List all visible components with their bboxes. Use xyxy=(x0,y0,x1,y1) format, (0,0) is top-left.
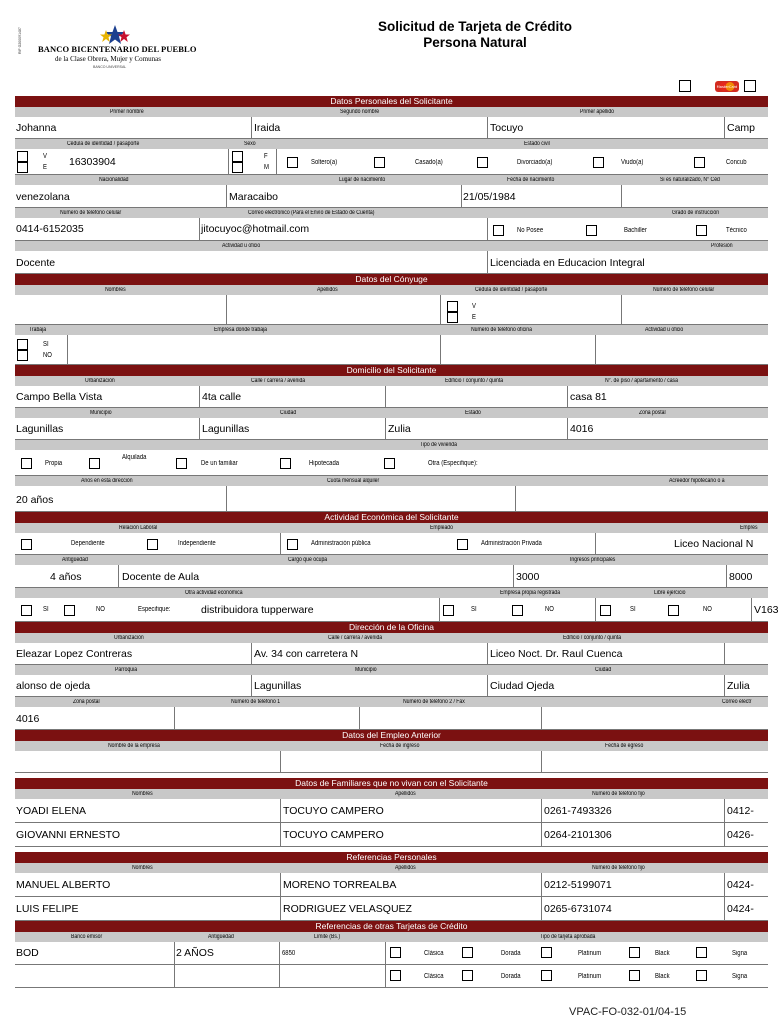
concubino-checkbox[interactable] xyxy=(694,157,705,168)
tarjeta-2-platinum-checkbox[interactable] xyxy=(541,970,552,981)
label-fecha-nac: Fecha de nacimiento xyxy=(507,177,555,183)
name-row xyxy=(15,117,768,139)
oficina-municipio-value[interactable]: Lagunillas xyxy=(254,680,302,692)
oficina-urbanizacion-value[interactable]: Eleazar Lopez Contreras xyxy=(16,648,133,660)
stars-logo-icon xyxy=(98,24,132,46)
divorciado-checkbox[interactable] xyxy=(477,157,488,168)
casado-checkbox[interactable] xyxy=(374,157,385,168)
oficina-calle-value[interactable]: Av. 34 con carretera N xyxy=(254,648,359,660)
oficina-edificio-value[interactable]: Liceo Noct. Dr. Raul Cuenca xyxy=(490,648,623,660)
trabaja-no-checkbox[interactable] xyxy=(17,350,28,361)
bank-tagline: de la Clase Obrera, Mujer y Comunas xyxy=(55,55,161,63)
familiar-row-1 xyxy=(15,799,768,823)
familiar-2-nombres[interactable]: GIOVANNI ERNESTO xyxy=(16,829,121,841)
libre-si-checkbox[interactable] xyxy=(600,605,611,616)
conyuge-row: V E xyxy=(15,295,768,325)
anos-value[interactable]: 20 años xyxy=(16,494,54,506)
tarjeta-2-signature-checkbox[interactable] xyxy=(696,970,707,981)
referencia-2-apellidos[interactable]: RODRIGUEZ VELASQUEZ xyxy=(283,903,412,915)
mastercard-text: MasterCard xyxy=(716,85,738,89)
domicilio-row xyxy=(15,386,768,408)
empleo-anterior-row xyxy=(15,751,768,773)
tarjeta-1-banco[interactable]: BOD xyxy=(16,947,39,959)
otra-si-checkbox[interactable] xyxy=(21,605,32,616)
soltero-checkbox[interactable] xyxy=(287,157,298,168)
libre-no-checkbox[interactable] xyxy=(668,605,679,616)
label-grado: Grado de instrucción xyxy=(672,210,720,216)
tarjeta-1-clasica-checkbox[interactable] xyxy=(390,947,401,958)
label-correo: Correo electrónico (Para el Envío de Estado de Cuenta) xyxy=(248,210,375,216)
bank-logo xyxy=(18,24,218,74)
tarjeta-row-1: BOD 2 AÑOS 6850 Clásica Dorada Platinum Black Signa xyxy=(15,942,768,965)
otra-actividad-value[interactable]: distribuidora tupperware xyxy=(201,604,314,616)
card-type-checkbox-2[interactable] xyxy=(744,80,756,92)
libre-value[interactable]: V163 xyxy=(754,604,779,616)
tarjeta-2-black-checkbox[interactable] xyxy=(629,970,640,981)
familiar-row-2 xyxy=(15,823,768,847)
label-primer-apellido: Primer apellido xyxy=(580,109,615,115)
oficina-row xyxy=(15,643,768,665)
oficina-zona-value[interactable]: 4016 xyxy=(16,713,40,725)
fecha-nac-value[interactable]: 21/05/1984 xyxy=(463,191,516,203)
tarjeta-1-platinum-checkbox[interactable] xyxy=(541,947,552,958)
bank-tiny: BANCO UNIVERSAL xyxy=(93,65,127,69)
title-line-2: Persona Natural xyxy=(423,35,527,50)
label-sexo: Sexo xyxy=(244,141,256,147)
adm-privada-checkbox[interactable] xyxy=(457,539,468,550)
lugar-nac-value[interactable]: Maracaibo xyxy=(229,191,279,203)
calle-value[interactable]: 4ta calle xyxy=(202,391,242,403)
rif-text: RIF G200091487 xyxy=(18,27,22,54)
propia-si-checkbox[interactable] xyxy=(443,605,454,616)
tecnico-checkbox[interactable] xyxy=(696,225,707,236)
segundo-apellido-value[interactable]: Camp xyxy=(727,122,756,134)
domicilio-ciudad-row xyxy=(15,418,768,440)
correo-value[interactable]: jitocuyoc@hotmail.com xyxy=(201,223,310,235)
viudo-checkbox[interactable] xyxy=(593,157,604,168)
section-referencias-title: Referencias Personales xyxy=(15,852,768,863)
profesion-value[interactable]: Licenciada en Educacion Integral xyxy=(490,257,645,269)
label-actividad: Actividad u oficio xyxy=(222,243,261,249)
tarjeta-row-2: Clásica Dorada Platinum Black Signa xyxy=(15,965,768,988)
card-type-checkbox-1[interactable] xyxy=(679,80,691,92)
section-empleo-anterior-title: Datos del Empleo Anterior xyxy=(15,730,768,741)
nacionalidad-value[interactable]: venezolana xyxy=(16,191,70,203)
section-domicilio-title: Domicilio del Solicitante xyxy=(15,365,768,376)
label-segundo-nombre: Segundo nombre xyxy=(340,109,380,115)
tarjeta-1-dorada-checkbox[interactable] xyxy=(462,947,473,958)
tarjeta-1-black-checkbox[interactable] xyxy=(629,947,640,958)
label-nacionalidad: Nacionalidad xyxy=(99,177,129,183)
relacion-row: Dependiente Independiente Administración pública Administración Privada Liceo Nacional N xyxy=(15,533,768,555)
label-cedula: Cédula de identidad / pasaporte xyxy=(67,141,140,147)
telefono-value[interactable]: 0414-6152035 xyxy=(16,223,84,235)
section-oficina-title: Dirección de la Oficina xyxy=(15,622,768,633)
trabaja-si-checkbox[interactable] xyxy=(17,339,28,350)
dependiente-checkbox[interactable] xyxy=(21,539,32,550)
label-profesion: Profesión xyxy=(711,243,733,249)
adm-publica-checkbox[interactable] xyxy=(287,539,298,550)
actividad-row xyxy=(15,251,768,274)
application-form: Datos Personales del Solicitante Primer nombre Segundo nombre Primer apellido Johanna Iraida Tocuyo Camp Cédula de identidad / pasaporte Sexo Estado civil V E 16303904 F M Soltero(a) Casado(a) Divorciado(a) Viudo(a) Concub Nacionalidad Lugar de nacimiento Fecha de nacimiento Si es naturalizado, N° Céd venezolana Maracaibo 21/05/1984 Número de teléfono celular Correo electrónico (Para el Envío de Estado de Cuenta) Grado de instrucción 0414-6152035 jitocuyoc@hotmail.com No Posee Bachiller Técnico Actividad u oficio Profesión Docente Licenciada en Educacion Integral Datos del Cónyuge Nombres Apellidos Cédula de identidad / pasaporte Número de teléfono celular V E Trabaja Empresa donde trabaja Número de teléfono oficina Actividad u oficio SI NO Domicilio del Solicitante Urbanización Calle / carrera / avenida Edificio / conjunto / quinta N°. de piso / apartamento / casa Campo Bella Vista 4ta calle casa 81 Municipio Ciudad Estado Zona postal Lagunillas Lagunillas Zulia 4016 Tipo de vivienda Propia Alquilada De un familiar Hipotecada Otra (Especifique): Años en esta dirección Cuota mensual alquiler Acreedor hipotecario o a 20 años Actividad Económica del Solicitante Relación Laboral Empleado Empres Dependiente Independiente Administración pública Administración Privada Liceo Nacional N Antigüedad Cargo que ocupa Ingresos principales 4 años Docente de Aula 3000 8000 Otra actividad económica Empresa propia registrada Libre ejercicio SI NO Especifique: distribuidora tupperware SI NO SI NO V163 Dirección de la Oficina Urbanización Calle / carrera / avenida Edificio / conjunto / quinta Eleazar Lopez Contreras Av. 34 con carretera N Liceo Noct. Dr. Raul Cuenca Parroquia Municipio Ciudad alonso de ojeda Lagunillas Ciudad Ojeda Zulia Zona postal Número de teléfono 1 Número de teléfono 2 / Fax Correo electr 4016 Datos del Empleo Anterior Nombre de la empresa Fecha de ingreso Fecha de egreso Datos de Familiares que no vivan con el Solicitante Nombres Apellidos Número de teléfono fijo YOADI ELENA TOCUYO CAMPERO 0261-7493326 0412- GIOVANNI ERNESTO TOCUYO CAMPERO 0264-2101306 0426- Referencias Personales Nombres Apellidos Número de teléfono fijo MANUEL ALBERTO MORENO TORREALBA 0212-5199071 0424- LUIS FELIPE RODRIGUEZ VELASQUEZ 0265-6731074 0424- Referencias de otras Tarjetas de Crédito Banco emisor Antigüedad Límite (Bs.) Tipo de tarjeta aprobada BOD 2 AÑOS 6850 Clásica Dorada Platinum Black Signa Clásica Dorada Platinum Black Signa xyxy=(15,96,768,988)
referencia-1-apellidos[interactable]: MORENO TORREALBA xyxy=(283,879,397,891)
sexo-f-checkbox[interactable] xyxy=(232,151,243,162)
referencia-row-1 xyxy=(15,873,768,897)
hipotecada-checkbox[interactable] xyxy=(280,458,291,469)
bank-name: BANCO BICENTENARIO DEL PUEBLO xyxy=(38,44,197,54)
ingreso-2-value[interactable]: 8000 xyxy=(729,571,753,583)
cedula-row: V E 16303904 F M Soltero(a) Casado(a) Divorciado(a) Viudo(a) Concub xyxy=(15,149,768,175)
propia-checkbox[interactable] xyxy=(21,458,32,469)
section-conyuge-title: Datos del Cónyuge xyxy=(15,274,768,285)
segundo-nombre-value[interactable]: Iraida xyxy=(254,122,281,134)
parroquia-value[interactable]: alonso de ojeda xyxy=(16,680,91,692)
nacionalidad-row xyxy=(15,185,768,208)
tarjeta-1-antiguedad[interactable]: 2 AÑOS xyxy=(176,947,214,959)
cedula-value[interactable]: 16303904 xyxy=(69,156,116,168)
oficina-ciudad-row xyxy=(15,675,768,697)
referencia-1-celular[interactable]: 0424- xyxy=(727,879,754,891)
tarjeta-2-clasica-checkbox[interactable] xyxy=(390,970,401,981)
sexo-m-checkbox[interactable] xyxy=(232,162,243,173)
no-posee-checkbox[interactable] xyxy=(493,225,504,236)
tarjeta-2-dorada-checkbox[interactable] xyxy=(462,970,473,981)
empresa-value[interactable]: Liceo Nacional N xyxy=(674,538,754,550)
section-actividad-title: Actividad Económica del Solicitante xyxy=(15,512,768,523)
cedula-v-checkbox[interactable] xyxy=(17,151,28,162)
label-lugar-nac: Lugar de nacimiento xyxy=(339,177,386,183)
familiar-1-telefono[interactable]: 0261-7493326 xyxy=(544,805,612,817)
anos-row xyxy=(15,486,768,512)
cargo-value[interactable]: Docente de Aula xyxy=(122,571,200,583)
oficina-zona-row xyxy=(15,707,768,730)
form-code: VPAC-FO-032-01/04-15 xyxy=(569,1006,687,1018)
ciudad-value[interactable]: Lagunillas xyxy=(202,423,250,435)
otra-actividad-row: SI NO Especifique: distribuidora tupperware SI NO SI NO V163 xyxy=(15,598,768,622)
urbanizacion-value[interactable]: Campo Bella Vista xyxy=(16,391,103,403)
familiar-2-apellidos[interactable]: TOCUYO CAMPERO xyxy=(283,829,384,841)
independiente-checkbox[interactable] xyxy=(147,539,158,550)
label-naturalizado: Si es naturalizado, N° Céd xyxy=(660,177,720,183)
oficina-estado-value[interactable]: Zulia xyxy=(727,680,750,692)
referencia-2-telefono[interactable]: 0265-6731074 xyxy=(544,903,612,915)
tipo-vivienda-row: Propia Alquilada De un familiar Hipotecada Otra (Especifique): xyxy=(15,450,768,476)
section-personal-title: Datos Personales del Solicitante xyxy=(15,96,768,107)
municipio-value[interactable]: Lagunillas xyxy=(16,423,64,435)
antiguedad-row xyxy=(15,565,768,588)
form-title xyxy=(330,19,620,51)
propia-no-checkbox[interactable] xyxy=(512,605,523,616)
alquilada-checkbox[interactable] xyxy=(89,458,100,469)
actividad-value[interactable]: Docente xyxy=(16,257,56,269)
tarjeta-1-signature-checkbox[interactable] xyxy=(696,947,707,958)
familiar-1-celular[interactable]: 0412- xyxy=(727,805,754,817)
cedula-e-checkbox[interactable] xyxy=(17,162,28,173)
familiar-2-telefono[interactable]: 0264-2101306 xyxy=(544,829,612,841)
section-familiares-title: Datos de Familiares que no vivan con el Solicitante xyxy=(15,778,768,789)
label-estado-civil: Estado civil xyxy=(524,141,550,147)
conyuge-e-checkbox[interactable] xyxy=(447,312,458,323)
form-header xyxy=(0,0,768,95)
referencia-1-telefono[interactable]: 0212-5199071 xyxy=(544,879,612,891)
familiar-1-apellidos[interactable]: TOCUYO CAMPERO xyxy=(283,805,384,817)
label-telefono: Número de teléfono celular xyxy=(60,210,122,216)
bachiller-checkbox[interactable] xyxy=(586,225,597,236)
familiar-checkbox[interactable] xyxy=(176,458,187,469)
referencia-2-celular[interactable]: 0424- xyxy=(727,903,754,915)
referencia-row-2 xyxy=(15,897,768,921)
otra-checkbox[interactable] xyxy=(384,458,395,469)
estado-value[interactable]: Zulia xyxy=(388,423,411,435)
oficina-ciudad-value[interactable]: Ciudad Ojeda xyxy=(490,680,555,692)
familiar-1-nombres[interactable]: YOADI ELENA xyxy=(16,805,87,817)
label-primer-nombre: Primer nombre xyxy=(110,109,144,115)
zona-value[interactable]: 4016 xyxy=(570,423,594,435)
antiguedad-value[interactable]: 4 años xyxy=(50,571,82,583)
label-row xyxy=(15,107,768,117)
telefono-row: 0414-6152035 jitocuyoc@hotmail.com No Posee Bachiller Técnico xyxy=(15,218,768,241)
familiar-2-celular[interactable]: 0426- xyxy=(727,829,754,841)
piso-value[interactable]: casa 81 xyxy=(570,391,607,403)
section-tarjetas-title: Referencias de otras Tarjetas de Crédito xyxy=(15,921,768,932)
referencia-1-nombres[interactable]: MANUEL ALBERTO xyxy=(16,879,111,891)
title-line-1: Solicitud de Tarjeta de Crédito xyxy=(377,19,573,34)
ingreso-1-value[interactable]: 3000 xyxy=(516,571,540,583)
tarjeta-1-limite[interactable]: 6850 xyxy=(282,950,296,957)
otra-no-checkbox[interactable] xyxy=(64,605,75,616)
referencia-2-nombres[interactable]: LUIS FELIPE xyxy=(16,903,79,915)
conyuge-v-checkbox[interactable] xyxy=(447,301,458,312)
primer-apellido-value[interactable]: Tocuyo xyxy=(490,122,524,134)
mastercard-logo-icon xyxy=(715,81,739,92)
primer-nombre-value[interactable]: Johanna xyxy=(16,122,57,134)
conyuge-trabajo-row: SI NO xyxy=(15,335,768,365)
